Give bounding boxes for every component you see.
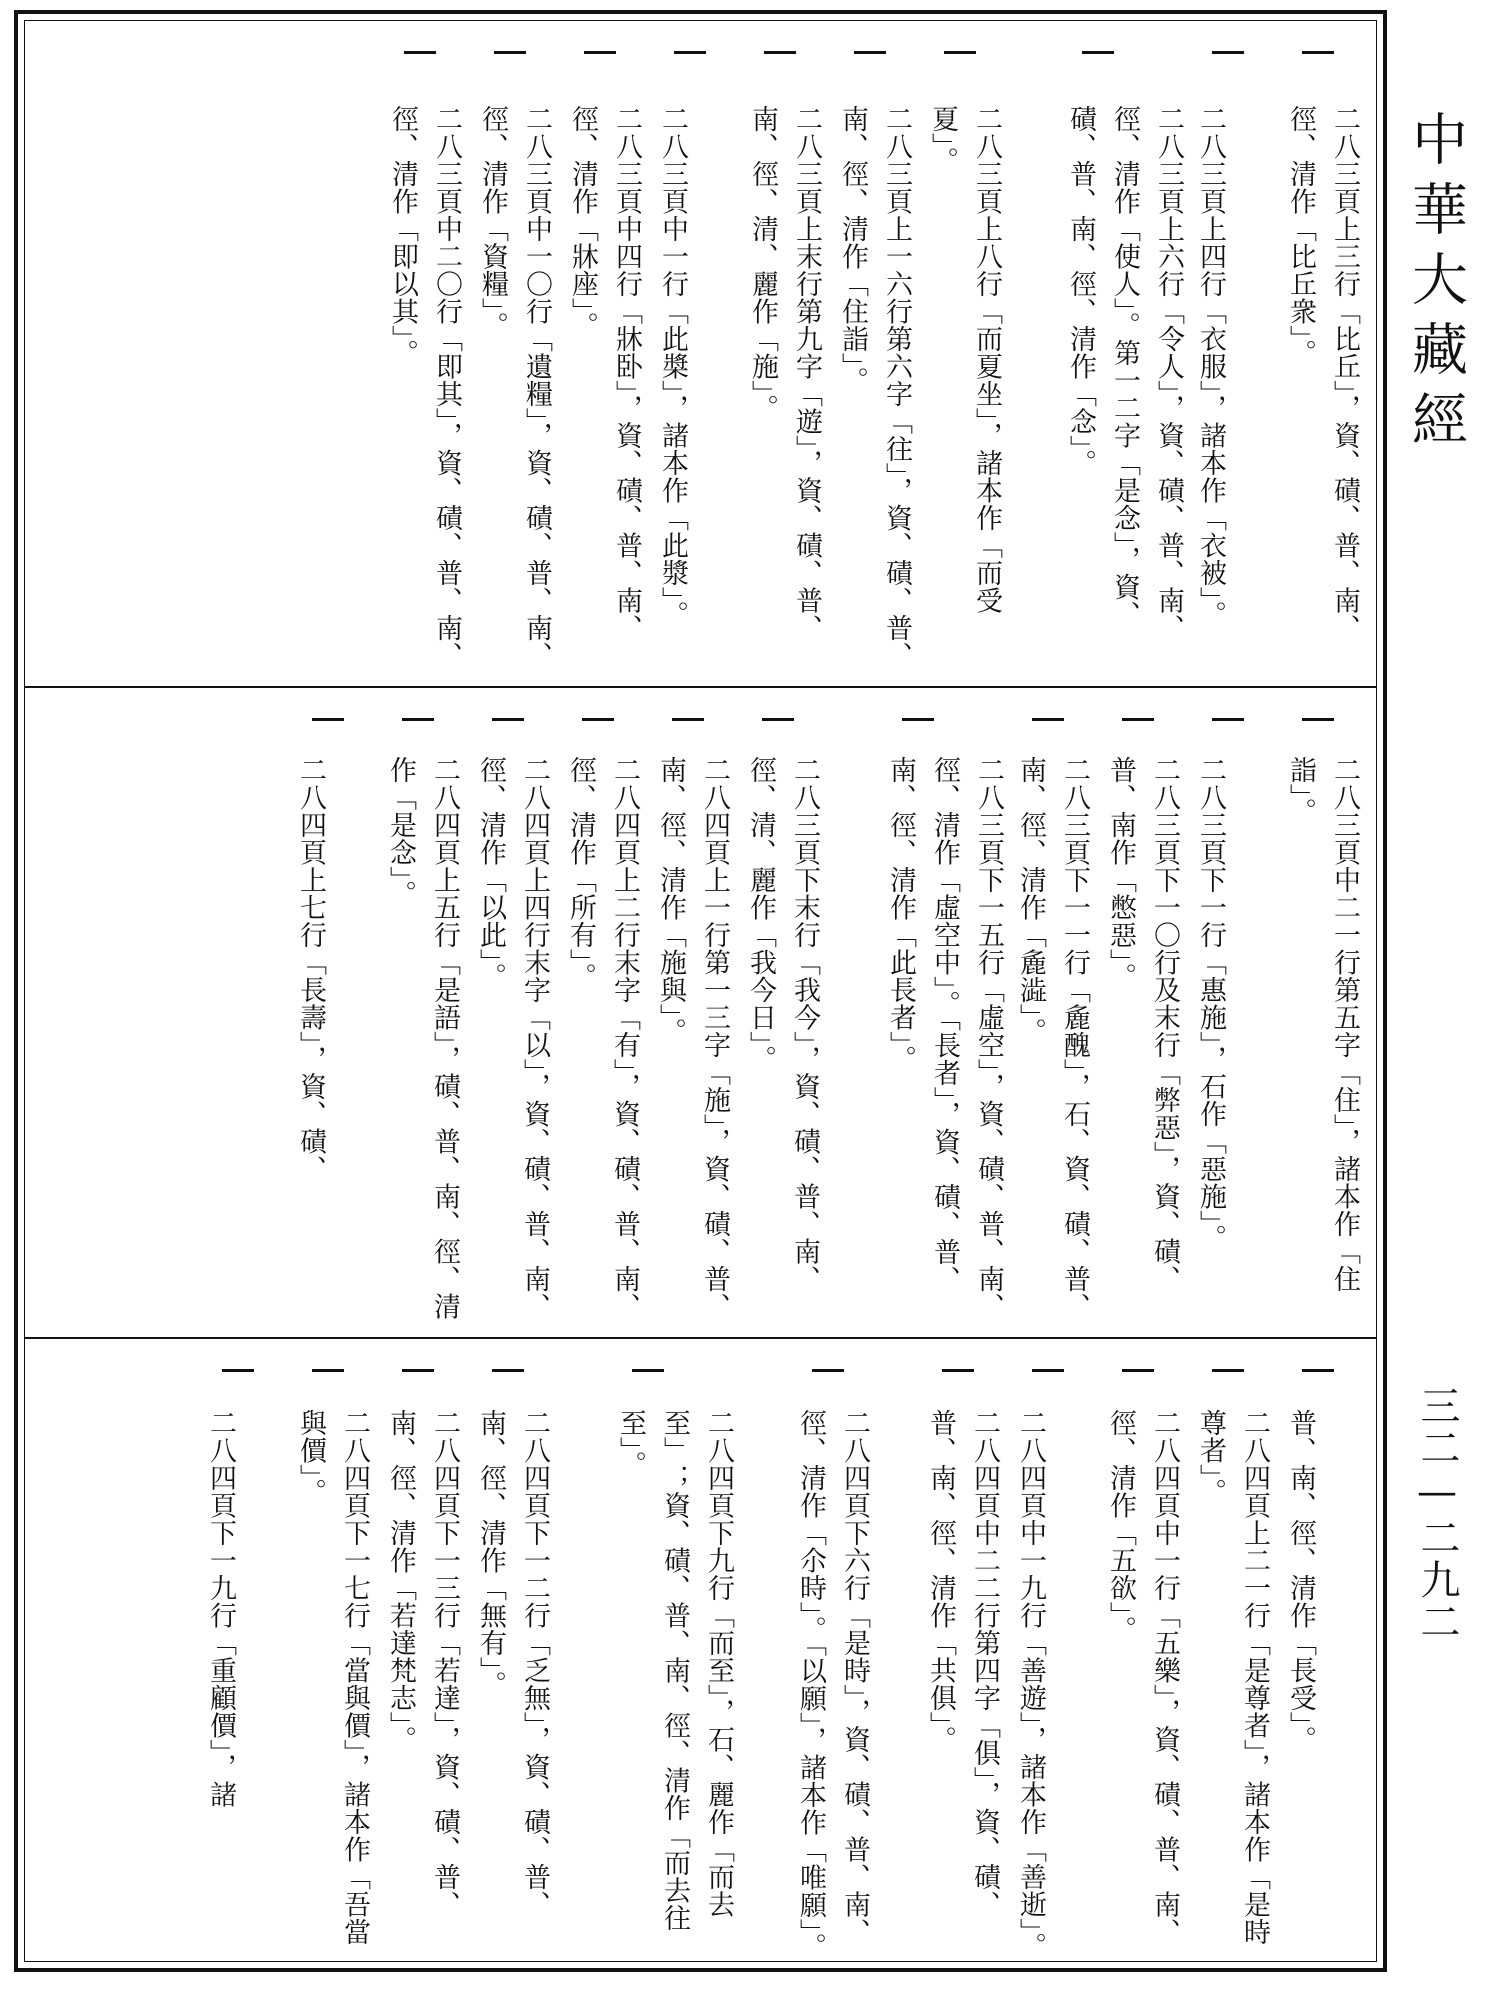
note-text: 二八四頁下一二行「乏無」，資、磧、普、南、徑、清作「無有」。: [475, 1409, 550, 1918]
entry-dash: [1122, 1369, 1154, 1372]
note-text: 二八四頁上一行第一三字「施」，資、磧、普、南、徑、清作「施與」。: [655, 756, 730, 1320]
entry-dash: [944, 51, 976, 54]
entry-dash: [492, 718, 524, 721]
note-entry: [1046, 21, 1196, 685]
note-entry: [866, 688, 1016, 1338]
entry-dash: [222, 1369, 254, 1372]
entry-dash: [1302, 1369, 1334, 1372]
note-text: 二八三頁中二〇行「即其」，資、磧、普、南、徑、清作「即以其」。: [387, 105, 462, 669]
register-bottom: [25, 1337, 1376, 1971]
register-top: [25, 21, 1376, 685]
note-text: 二八四頁上二一行「是尊者」，諸本作「是時尊者」。: [1195, 1409, 1270, 1946]
note-text: 二八三頁中二一行第五字「住」，諸本作「住詣」。: [1285, 756, 1360, 1293]
note-text: 普、南、徑、清作「長受」。: [1285, 1409, 1316, 1753]
note-text: 二八三頁下一五行「虛空」，資、磧、普、南、徑、清作「虛空中」。「長者」，資、磧、普、南、徑、清作「此長者」。: [885, 756, 1004, 1320]
entry-dash: [312, 718, 344, 721]
entry-dash: [854, 51, 886, 54]
entry-dash: [812, 1369, 844, 1372]
entry-dash: [1122, 718, 1154, 721]
entry-dash: [1302, 51, 1334, 54]
note-text: 二八三頁上八行「而夏坐」，諸本作「而受夏」。: [927, 105, 1002, 614]
entry-dash: [942, 1369, 974, 1372]
page-frame: [14, 10, 1387, 1972]
note-text: 二八三頁中四行「牀卧」，資、磧、普、南、徑、清作「牀座」。: [567, 105, 642, 642]
page-number: 三二—二九二: [1414, 1385, 1460, 1643]
entry-dash: [1302, 718, 1334, 721]
note-entry: [276, 688, 386, 1338]
note-text: 二八三頁下一〇行及末行「弊惡」，資、磧、普、南作「憋惡」。: [1105, 756, 1180, 1293]
note-text: 二八三頁上四行「衣服」，諸本作「衣被」。: [1195, 105, 1226, 628]
note-text: 二八四頁上二行末字「有」，資、磧、普、南、徑、清作「所有」。: [565, 756, 640, 1320]
note-entry: [186, 1339, 296, 1971]
entry-dash: [404, 51, 436, 54]
entry-dash: [494, 51, 526, 54]
entry-dash: [582, 718, 614, 721]
entry-dash: [632, 1369, 664, 1372]
note-text: 二八三頁上末行第九字「遊」，資、磧、普、南、徑、清、麗作「施」。: [747, 105, 822, 642]
entry-dash: [1212, 51, 1244, 54]
entry-dash: [902, 718, 934, 721]
page-frame-inner: [24, 20, 1377, 1962]
entry-dash: [674, 51, 706, 54]
note-text: 二八四頁上七行「長壽」，資、磧、: [295, 756, 326, 1183]
entry-dash: [584, 51, 616, 54]
note-text: 二八三頁下末行「我今」，資、磧、普、南、徑、清、麗作「我今日」。: [745, 756, 820, 1293]
note-text: 二八四頁中二二行第四字「俱」，資、磧、普、南、徑、清作「共俱」。: [925, 1409, 1000, 1918]
note-text: 二八四頁下一三行「若達」，資、磧、普、南、徑、清作「若達梵志」。: [385, 1409, 460, 1918]
register-middle: [25, 686, 1376, 1338]
note-text: 二八四頁上四行末字「以」，資、磧、普、南、徑、清作「以此」。: [475, 756, 550, 1320]
note-text: 二八三頁中一〇行「遺糧」，資、磧、普、南、徑、清作「資糧」。: [477, 105, 552, 669]
note-text: 二八三頁上一六行第六字「往」，資、磧、普、南、徑、清作「住詣」。: [837, 105, 912, 669]
note-text: 二八四頁上五行「是語」，磧、普、南、徑、清作「是念」。: [385, 756, 460, 1320]
entry-dash: [762, 718, 794, 721]
note-text: 二八三頁下一一行「麁醜」，石、資、磧、普、南、徑、清作「麁澁」。: [1015, 756, 1090, 1320]
entry-dash: [402, 718, 434, 721]
note-text: 二八三頁上三行「比丘」，資、磧、普、南、徑、清作「比丘衆」。: [1285, 105, 1360, 642]
entry-dash: [764, 51, 796, 54]
note-text: 二八四頁中一行「五樂」，資、磧、普、南、徑、清作「五欲」。: [1105, 1409, 1180, 1946]
entry-dash: [1082, 51, 1114, 54]
entry-dash: [402, 1369, 434, 1372]
entry-dash: [492, 1369, 524, 1372]
note-text: 二八四頁中一九行「善遊」，諸本作「善逝」。: [1015, 1409, 1046, 1960]
note-text: 二八三頁下一行「惠施」，石作「惡施」。: [1195, 756, 1226, 1252]
note-entry: [368, 21, 478, 685]
note-entry: [596, 1339, 746, 1971]
entry-dash: [1212, 1369, 1244, 1372]
entry-dash: [1212, 718, 1244, 721]
book-title: 中華大藏經: [1403, 110, 1468, 460]
entry-dash: [672, 718, 704, 721]
note-entry: [776, 1339, 926, 1971]
note-text: 二八四頁下一七行「當與價」，諸本作「吾當與價」。: [295, 1409, 370, 1946]
entry-dash: [1032, 1369, 1064, 1372]
entry-dash: [312, 1369, 344, 1372]
note-text: 二八四頁下一九行「重顧價」，諸: [205, 1409, 236, 1808]
note-text: 二八三頁上六行「令人」，資、磧、普、南、徑、清作「使人」。第一二字「是念」，資、磧、普、南、徑、清作「念」。: [1065, 105, 1184, 642]
note-text: 二八四頁下六行「是時」，資、磧、普、南、徑、清作「尒時」。「以願」，諸本作「唯願」。: [795, 1409, 870, 1960]
note-text: 二八四頁下九行「而至」，石、麗作「而去至」；資、磧、普、南、徑、清作「而去往至」。: [615, 1409, 734, 1932]
note-text: 二八三頁中一行「此槳」，諸本作「此漿」。: [657, 105, 688, 628]
entry-dash: [1032, 718, 1064, 721]
